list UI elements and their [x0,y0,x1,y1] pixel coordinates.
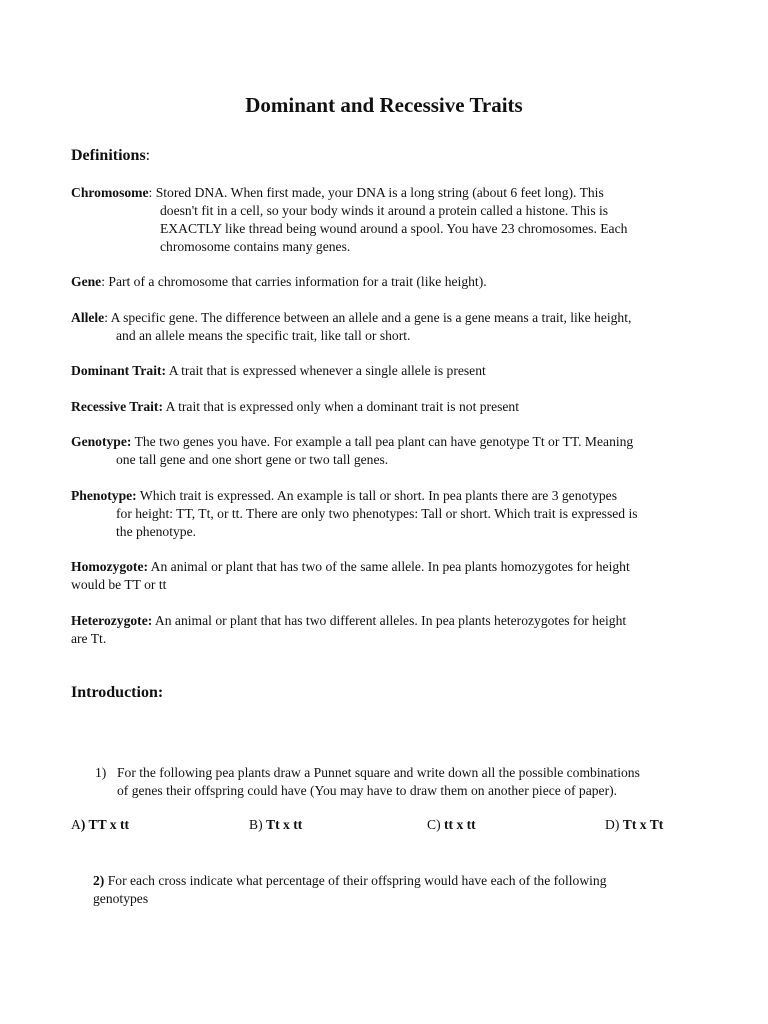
definition-text: for height: TT, Tt, or tt. There are only two phenotypes: Tall or short. Which trait is expressed is [116,506,638,521]
definition-text: A specific gene. The difference between an allele and a gene is a gene means a trait, like height, [110,310,632,325]
definition-term: Dominant Trait: [71,363,167,378]
definition-dominant-trait [71,362,711,380]
definition-term: Phenotype: [71,488,137,503]
cross-a [71,817,129,833]
definition-text: doesn't fit in a cell, so your body winds it around a protein called a histone. This is [160,203,609,218]
definition-heterozygote [71,612,711,648]
question-1 [117,764,640,800]
definition-genotype [71,433,711,469]
definition-gene [71,273,711,291]
cross-a-genotypes: TT x tt [85,817,130,832]
definition-term: Heterozygote: [71,613,153,628]
cross-d-letter: D) [605,817,623,832]
question-2-text: For each cross indicate what percentage of their offspring would have each of the following [107,873,607,888]
definitions-heading-text: Definitions [71,147,146,164]
definition-term: Homozygote: [71,559,149,574]
definition-phenotype [71,487,711,541]
definition-term: Gene [71,274,102,289]
question-2-text: genotypes [93,891,149,906]
definition-text: Which trait is expressed. An example is tall or short. In pea plants there are 3 genotypes [139,488,618,503]
cross-c [427,817,476,833]
cross-b-letter: B) [249,817,266,832]
cross-b-genotypes: Tt x tt [266,817,303,832]
definition-text: one tall gene and one short gene or two tall genes. [116,452,389,467]
definition-term: Allele [71,310,105,325]
definition-text: EXACTLY like thread being wound around a spool. You have 23 chromosomes. Each [160,221,628,236]
definition-text: The two genes you have. For example a tall pea plant can have genotype Tt or TT. Meaning [134,434,634,449]
question-1-number: 1) [95,765,107,780]
definition-homozygote [71,558,711,594]
definition-text: An animal or plant that has two of the same allele. In pea plants homozygotes for height [150,559,630,574]
definition-text: are Tt. [71,631,107,646]
cross-d [605,817,663,833]
definition-term: Recessive Trait: [71,399,163,414]
cross-c-letter: C) [427,817,444,832]
definition-text: A trait that is expressed only when a dominant trait is not present [165,399,520,414]
definition-sep: : [148,185,156,200]
definition-allele [71,309,711,345]
cross-d-genotypes: Tt x Tt [622,817,664,832]
page-title: Dominant and Recessive Traits [245,93,523,117]
definition-term: Chromosome [71,185,149,200]
definitions-heading [71,147,150,165]
definition-text: Part of a chromosome that carries information for a trait (like height). [108,274,487,289]
question-2-number: 2) [93,873,105,888]
cross-a-letter: A [71,817,81,832]
definition-sep: : [101,274,109,289]
question-1-text: For the following pea plants draw a Punnet square and write down all the possible combinations [117,765,640,780]
definition-sep: : [104,310,111,325]
question-1-text: of genes their offspring could have (You may have to draw them on another piece of paper). [117,783,618,798]
definition-chromosome [71,184,711,256]
definition-text: A trait that is expressed whenever a single allele is present [168,363,486,378]
definition-text: chromosome contains many genes. [160,239,351,254]
definition-text: would be TT or tt [71,577,167,592]
cross-a-paren: ) [80,817,86,832]
question-2 [93,872,607,908]
definition-text: An animal or plant that has two different alleles. In pea plants heterozygotes for height [154,613,627,628]
definition-term: Genotype: [71,434,132,449]
cross-b [249,817,302,833]
definition-recessive-trait [71,398,711,416]
definition-text: the phenotype. [116,524,197,539]
cross-c-genotypes: tt x tt [444,817,476,832]
definitions-heading-colon: : [145,147,151,164]
definition-text: Stored DNA. When first made, your DNA is a long string (about 6 feet long). This [155,185,604,200]
definition-text: and an allele means the specific trait, like tall or short. [116,328,411,343]
introduction-heading: Introduction: [71,684,164,701]
